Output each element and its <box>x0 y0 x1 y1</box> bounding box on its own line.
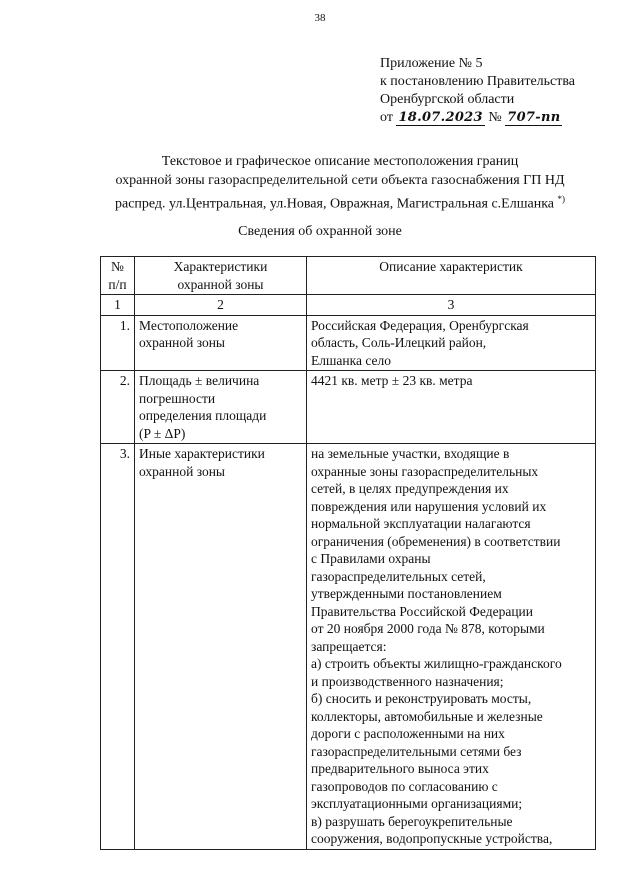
description-line: газораспределительными сетями без <box>311 743 522 759</box>
description-line: в) разрушать берегоукрепительные <box>311 813 513 829</box>
description-line: дороги с расположенными на них <box>311 726 505 741</box>
description-line: эксплуатационными организациями; <box>311 796 523 811</box>
characteristic-line: охранной зоны <box>139 335 226 350</box>
table-row <box>101 444 596 850</box>
description-line: предварительного выноса этих <box>311 761 489 776</box>
characteristic-line: Площадь ± величина <box>139 373 260 388</box>
description-line: и производственного назначения; <box>311 673 504 689</box>
number-prefix: № <box>488 110 502 125</box>
header-characteristic-line-2: охранной зоны <box>177 276 264 292</box>
header-num <box>101 257 135 295</box>
appendix-block <box>380 55 575 127</box>
description-line: 4421 кв. метр ± 23 кв. метра <box>311 373 473 388</box>
table-row <box>101 371 596 444</box>
description-line: б) сносить и реконструировать мосты, <box>311 691 532 706</box>
header-description: Описание характеристик <box>307 257 596 295</box>
row-description <box>307 444 596 850</box>
row-characteristic <box>135 444 307 850</box>
row-num: 2. <box>101 371 135 444</box>
description-line: Елшанка село <box>311 352 391 368</box>
description-line: охранные зоны газораспределительных <box>311 463 539 479</box>
row-num: 1. <box>101 315 135 371</box>
description-line: от 20 ноября 2000 года № 878, которыми <box>311 621 545 636</box>
title-line-1: Текстовое и графическое описание местоположения границ <box>161 154 519 169</box>
header-num-line-1: № <box>111 259 124 274</box>
characteristic-line: Иные характеристики <box>139 446 265 461</box>
appendix-region: Оренбургской области <box>380 92 515 107</box>
description-line: утвержденными постановлением <box>311 586 502 601</box>
description-line: Российская Федерация, Оренбургская <box>311 317 529 333</box>
section-subtitle: Сведения об охранной зоне <box>238 224 402 239</box>
table-index-row <box>101 295 596 316</box>
index-cell-3: 3 <box>307 295 596 316</box>
description-line: область, Соль-Илецкий район, <box>311 335 487 350</box>
title-footnote-mark: *) <box>557 194 565 204</box>
description-line: сетей, в целях предупреждения их <box>311 481 509 496</box>
table-row <box>101 315 596 371</box>
characteristic-line: определения площади <box>139 408 267 423</box>
title-line-2: охранной зоны газораспределительной сети объекта газоснабжения ГП НД <box>115 173 565 188</box>
description-line: газораспределительных сетей, <box>311 568 486 584</box>
row-num: 3. <box>101 444 135 850</box>
table-header-row <box>101 257 596 295</box>
title-line-3 <box>60 190 620 214</box>
handwritten-date: 18.07.2023 <box>398 110 483 125</box>
description-line: запрещается: <box>311 638 387 654</box>
protection-zone-table <box>100 256 596 850</box>
appendix-title: Приложение № 5 <box>380 56 483 71</box>
row-description <box>307 371 596 444</box>
index-cell-1: 1 <box>101 295 135 316</box>
appendix-date-line <box>380 109 575 127</box>
characteristic-line: (P ± ΔP) <box>139 425 186 441</box>
characteristic-line: Местоположение <box>139 317 239 333</box>
handwritten-number: 707-пп <box>507 110 561 125</box>
description-line: газопроводов по согласованию с <box>311 778 498 794</box>
description-line: ограничения (обременения) в соответствии <box>311 533 561 549</box>
index-cell-2: 2 <box>135 295 307 316</box>
description-line: с Правилами охраны <box>311 551 431 566</box>
description-line: нормальной эксплуатации налагаются <box>311 516 531 531</box>
page-number: 38 <box>314 12 326 24</box>
characteristic-line: охранной зоны <box>139 463 226 479</box>
characteristic-line: погрешности <box>139 390 216 406</box>
description-line: Правительства Российской Федерации <box>311 603 533 619</box>
date-prefix: от <box>380 110 393 125</box>
description-line: на земельные участки, входящие в <box>311 446 510 461</box>
row-characteristic <box>135 315 307 371</box>
header-characteristic <box>135 257 307 295</box>
appendix-reference: к постановлению Правительства <box>380 74 576 89</box>
description-line: повреждения или нарушения условий их <box>311 498 547 514</box>
description-line: а) строить объекты жилищно-гражданского <box>311 656 562 671</box>
description-line: коллекторы, автомобильные и железные <box>311 708 543 724</box>
row-description <box>307 315 596 371</box>
row-characteristic <box>135 371 307 444</box>
description-line: сооружения, водопропускные устройства, <box>311 831 553 846</box>
header-characteristic-line-1: Характеристики <box>173 259 268 274</box>
title-line-3-text: распред. ул.Центральная, ул.Новая, Овражная, Магистральная с.Елшанка <box>114 196 554 212</box>
header-num-line-2: п/п <box>108 276 127 292</box>
document-title <box>60 152 620 214</box>
